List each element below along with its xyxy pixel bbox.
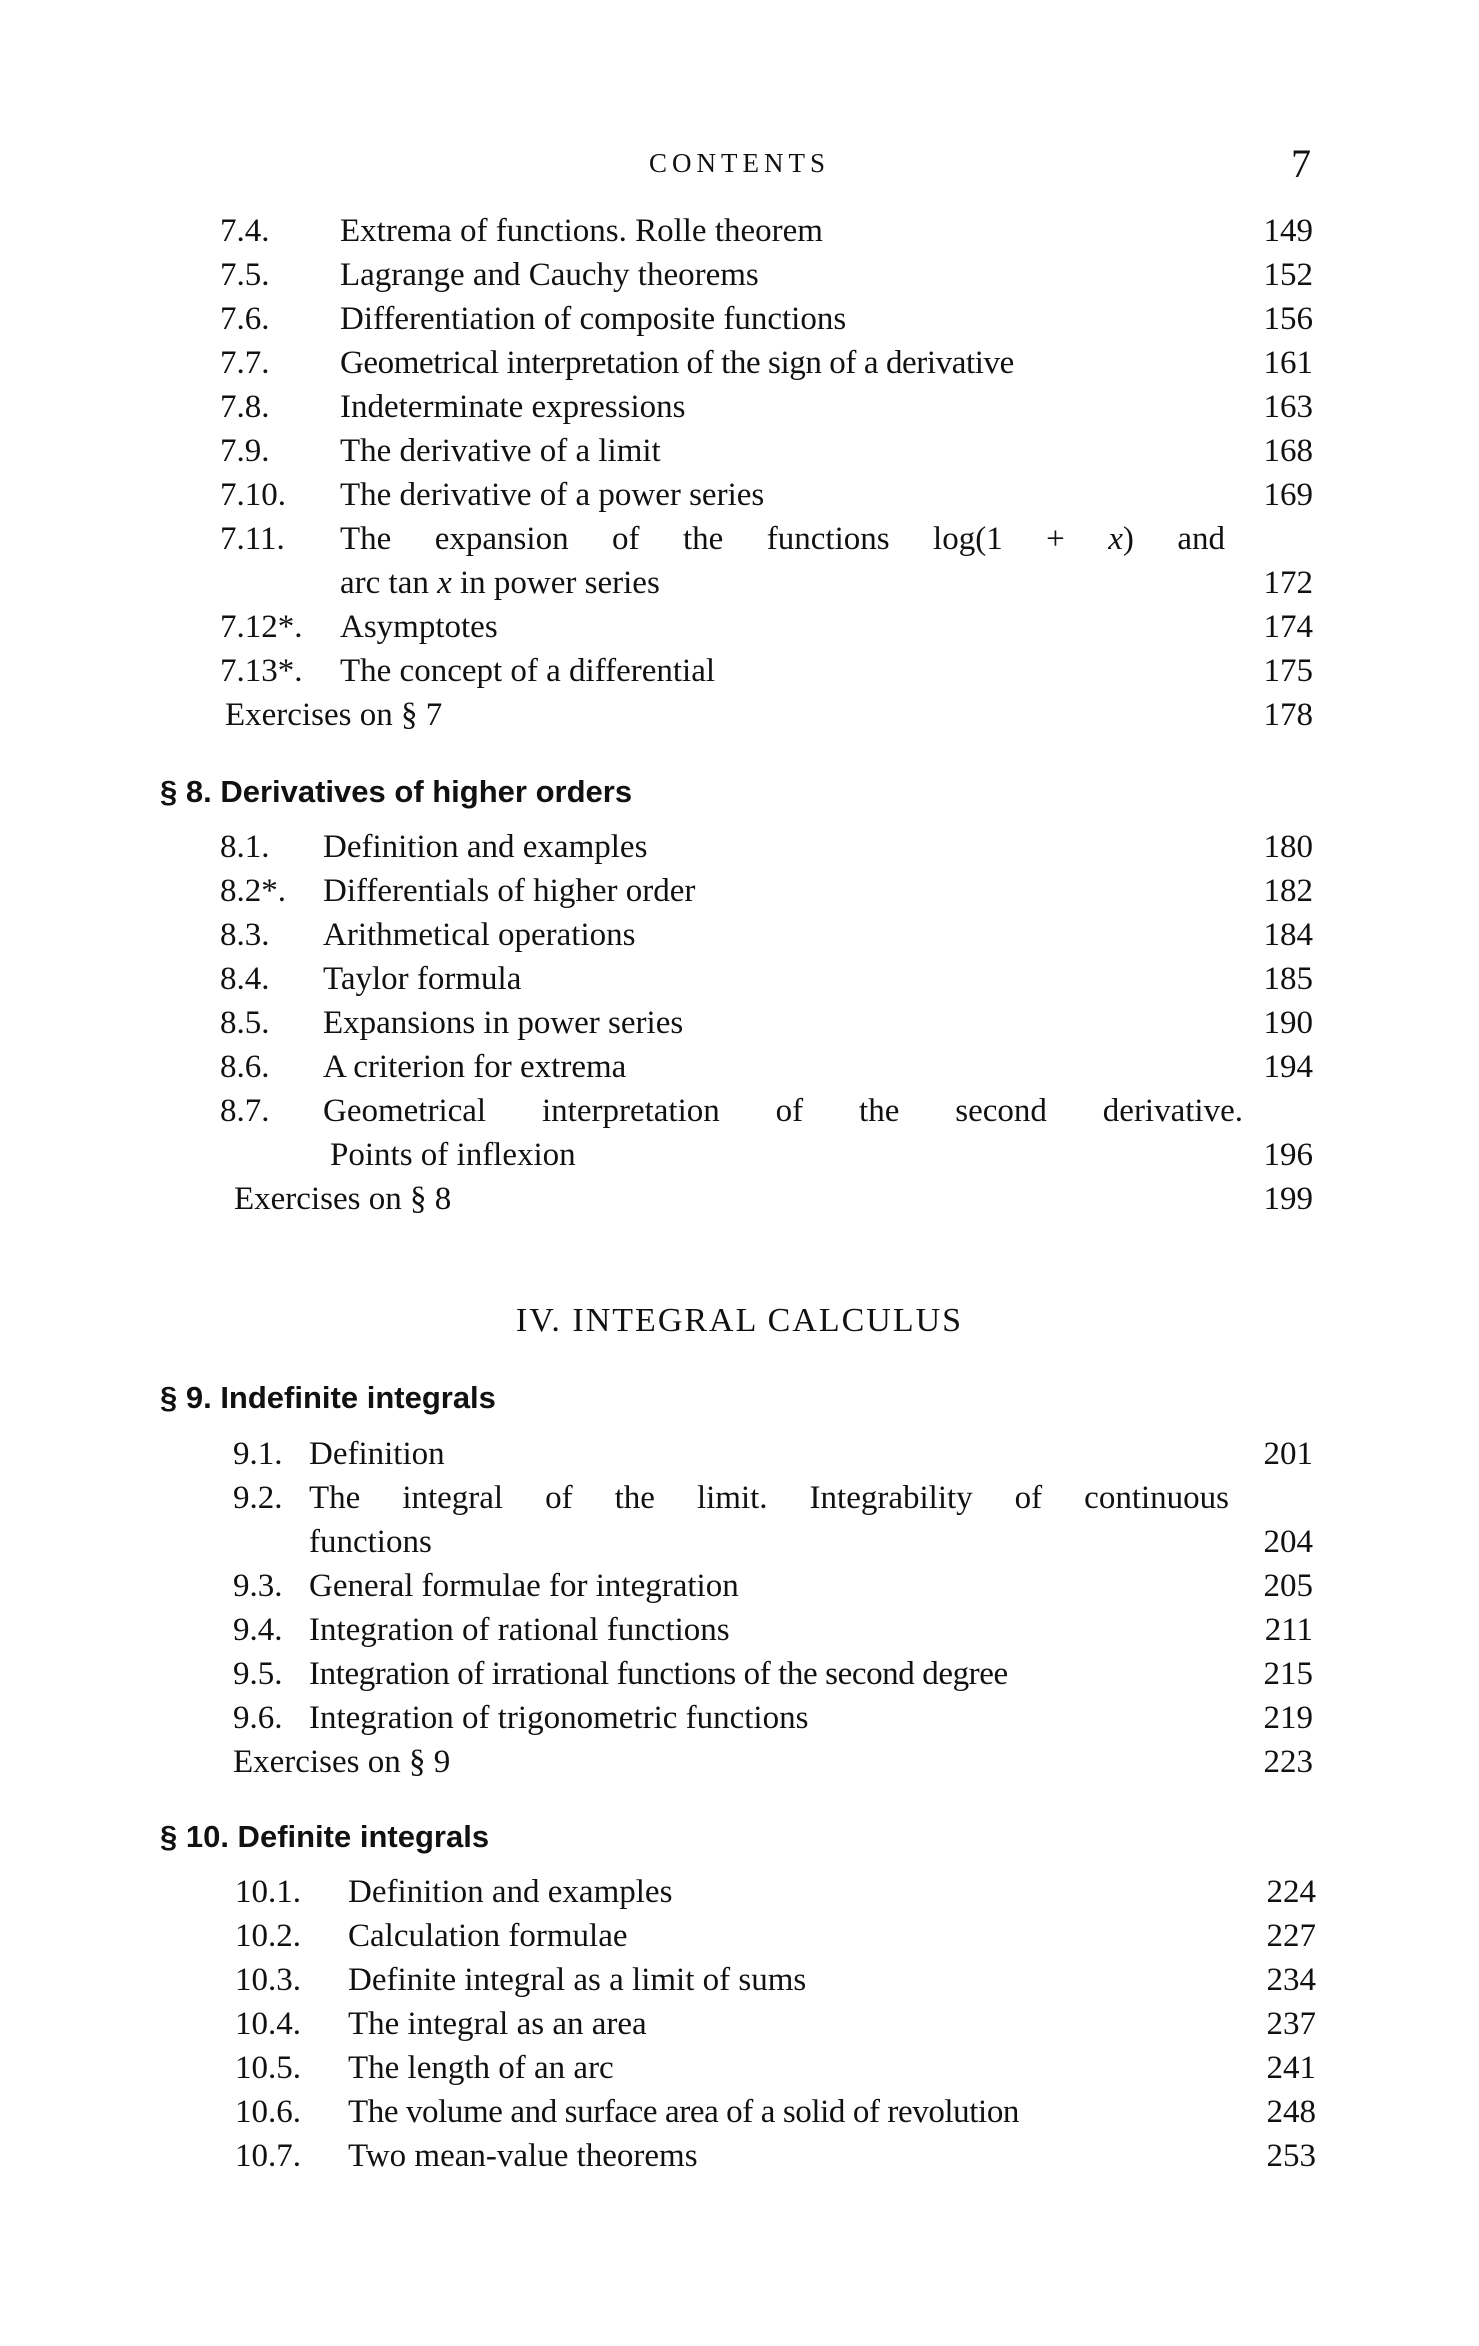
entry-page: 172 [1263,565,1313,601]
entry-number: 10.5. [235,2050,301,2086]
entry-page: 223 [1263,1744,1313,1780]
toc-entry [220,257,1313,301]
toc-entry [233,1700,1313,1744]
entry-page: 196 [1263,1137,1313,1173]
toc-entry [220,1049,1313,1093]
entry-number: 8.4. [220,961,270,997]
entry-number: 7.4. [220,213,270,249]
entry-title: Extrema of functions. Rolle theorem [340,213,823,249]
toc-entry [233,1568,1313,1612]
toc-entry [220,1005,1313,1049]
entry-number: 10.6. [235,2094,301,2130]
toc-entry [235,1918,1316,1962]
entry-number: 9.6. [233,1700,283,1736]
part-4-title: IV. INTEGRAL CALCULUS [515,1302,964,1339]
entry-page: 199 [1263,1181,1313,1217]
entry-number: 10.1. [235,1874,301,1910]
entry-title: Differentiation of composite functions [340,301,847,337]
section-9-entries [233,1436,1313,1788]
entry-number: 10.4. [235,2006,301,2042]
section-7-entries [220,213,1313,741]
entry-page: 182 [1263,873,1313,909]
entry-number: 10.3. [235,1962,301,1998]
running-header [0,140,1479,190]
section-10-heading: § 10. Definite integrals [160,1819,490,1854]
entry-title: Differentials of higher order [323,873,696,909]
toc-entry-continuation [220,565,1313,609]
entry-page: 215 [1263,1656,1313,1692]
entry-title: Arithmetical operations [323,917,636,953]
section-10-entries [235,1874,1316,2182]
entry-title-line-2: Points of inflexion [330,1137,576,1173]
toc-entry [235,1962,1316,2006]
exercises-label: Exercises on § 7 [225,697,443,733]
toc-entry [233,1480,1313,1524]
toc-exercises [220,697,1313,741]
entry-number: 8.5. [220,1005,270,1041]
entry-number: 9.4. [233,1612,283,1648]
toc-entry [235,2050,1316,2094]
entry-title: Integration of rational functions [309,1612,730,1648]
entry-title-line-1: The expansion of the functions log(1 + x) and [340,521,1226,557]
entry-title: Definition and examples [323,829,648,865]
toc-entry [235,2094,1316,2138]
entry-page: 156 [1263,301,1313,337]
entry-page: 152 [1263,257,1313,293]
entry-page: 169 [1263,477,1313,513]
entry-page: 149 [1263,213,1313,249]
entry-title: A criterion for extrema [323,1049,627,1085]
entry-title: The integral as an area [348,2006,647,2042]
entry-page: 168 [1263,433,1313,469]
entry-page: 185 [1263,961,1313,997]
entry-title-line-1: The integral of the limit. Integrability of continuous [309,1480,1229,1516]
entry-title-line-2: arc tan x in power series [340,565,660,601]
running-title: CONTENTS [649,148,830,178]
entry-page: 201 [1263,1436,1313,1472]
toc-entry [220,829,1313,873]
entry-title: Integration of trigonometric functions [309,1700,809,1736]
entry-page: 190 [1263,1005,1313,1041]
section-9-heading: § 9. Indefinite integrals [160,1380,496,1415]
entry-page: 194 [1263,1049,1313,1085]
entry-number: 7.6. [220,301,270,337]
entry-page: 241 [1266,2050,1316,2086]
entry-number: 7.8. [220,389,270,425]
entry-number: 9.5. [233,1656,283,1692]
entry-title-line-1: Geometrical interpretation of the second derivative. [323,1093,1243,1129]
entry-title: Geometrical interpretation of the sign of a derivative [340,345,1014,381]
entry-number: 7.11. [220,521,285,557]
entry-number: 8.1. [220,829,270,865]
entry-number: 9.3. [233,1568,283,1604]
entry-number: 8.3. [220,917,270,953]
entry-page: 227 [1266,1918,1316,1954]
toc-entry [220,917,1313,961]
toc-entry [220,389,1313,433]
entry-page: 237 [1266,2006,1316,2042]
toc-exercises [220,1181,1313,1225]
toc-entry [220,521,1313,565]
entry-number: 8.2*. [220,873,286,909]
entry-title-line-2: functions [309,1524,432,1560]
entry-title: Definition and examples [348,1874,673,1910]
entry-title: Two mean-value theorems [348,2138,698,2174]
entry-title: The derivative of a limit [340,433,661,469]
entry-page: 219 [1263,1700,1313,1736]
entry-title: Integration of irrational functions of the second degree [309,1656,1008,1692]
entry-number: 10.2. [235,1918,301,1954]
toc-entry [235,1874,1316,1918]
entry-page: 161 [1263,345,1313,381]
entry-page: 253 [1266,2138,1316,2174]
entry-title: Indeterminate expressions [340,389,686,425]
entry-number: 8.7. [220,1093,270,1129]
toc-entry [220,477,1313,521]
entry-page: 205 [1263,1568,1313,1604]
entry-page: 204 [1263,1524,1313,1560]
toc-entry [220,213,1313,257]
entry-title: The derivative of a power series [340,477,765,513]
entry-number: 10.7. [235,2138,301,2174]
toc-entry [235,2138,1316,2182]
entry-title: The length of an arc [348,2050,614,2086]
toc-exercises [233,1744,1313,1788]
exercises-label: Exercises on § 8 [234,1181,452,1217]
entry-page: 174 [1263,609,1313,645]
toc-entry [235,2006,1316,2050]
entry-page: 163 [1263,389,1313,425]
section-8-entries [220,829,1313,1225]
toc-entry [233,1436,1313,1480]
toc-entry [220,653,1313,697]
toc-entry [220,433,1313,477]
entry-number: 7.13*. [220,653,303,689]
entry-number: 7.12*. [220,609,303,645]
entry-title: Expansions in power series [323,1005,684,1041]
entry-page: 184 [1263,917,1313,953]
toc-entry-continuation [233,1524,1313,1568]
section-8-heading: § 8. Derivatives of higher orders [160,774,633,809]
entry-page: 234 [1266,1962,1316,1998]
entry-title: Definition [309,1436,445,1472]
entry-page: 180 [1263,829,1313,865]
entry-number: 7.9. [220,433,270,469]
entry-page: 175 [1263,653,1313,689]
entry-number: 7.7. [220,345,270,381]
page-number: 7 [1291,141,1311,186]
toc-entry [220,301,1313,345]
toc-entry [220,1093,1313,1137]
entry-page: 211 [1264,1612,1313,1648]
entry-number: 8.6. [220,1049,270,1085]
entry-title: Asymptotes [340,609,498,645]
toc-entry-continuation [220,1137,1313,1181]
entry-title: Calculation formulae [348,1918,628,1954]
entry-number: 7.5. [220,257,270,293]
entry-title: Taylor formula [323,961,522,997]
entry-title: The volume and surface area of a solid of revolution [348,2094,1020,2130]
entry-page: 178 [1263,697,1313,733]
exercises-label: Exercises on § 9 [233,1744,451,1780]
toc-entry [220,873,1313,917]
toc-entry [220,961,1313,1005]
toc-entry [233,1612,1313,1656]
toc-entry [220,345,1313,389]
entry-page: 224 [1266,1874,1316,1910]
toc-entry [220,609,1313,653]
entry-title: Lagrange and Cauchy theorems [340,257,759,293]
entry-number: 9.1. [233,1436,283,1472]
entry-title: The concept of a differential [340,653,716,689]
entry-title: Definite integral as a limit of sums [348,1962,807,1998]
entry-number: 7.10. [220,477,286,513]
entry-page: 248 [1266,2094,1316,2130]
entry-number: 9.2. [233,1480,283,1516]
entry-title: General formulae for integration [309,1568,739,1604]
toc-entry [233,1656,1313,1700]
